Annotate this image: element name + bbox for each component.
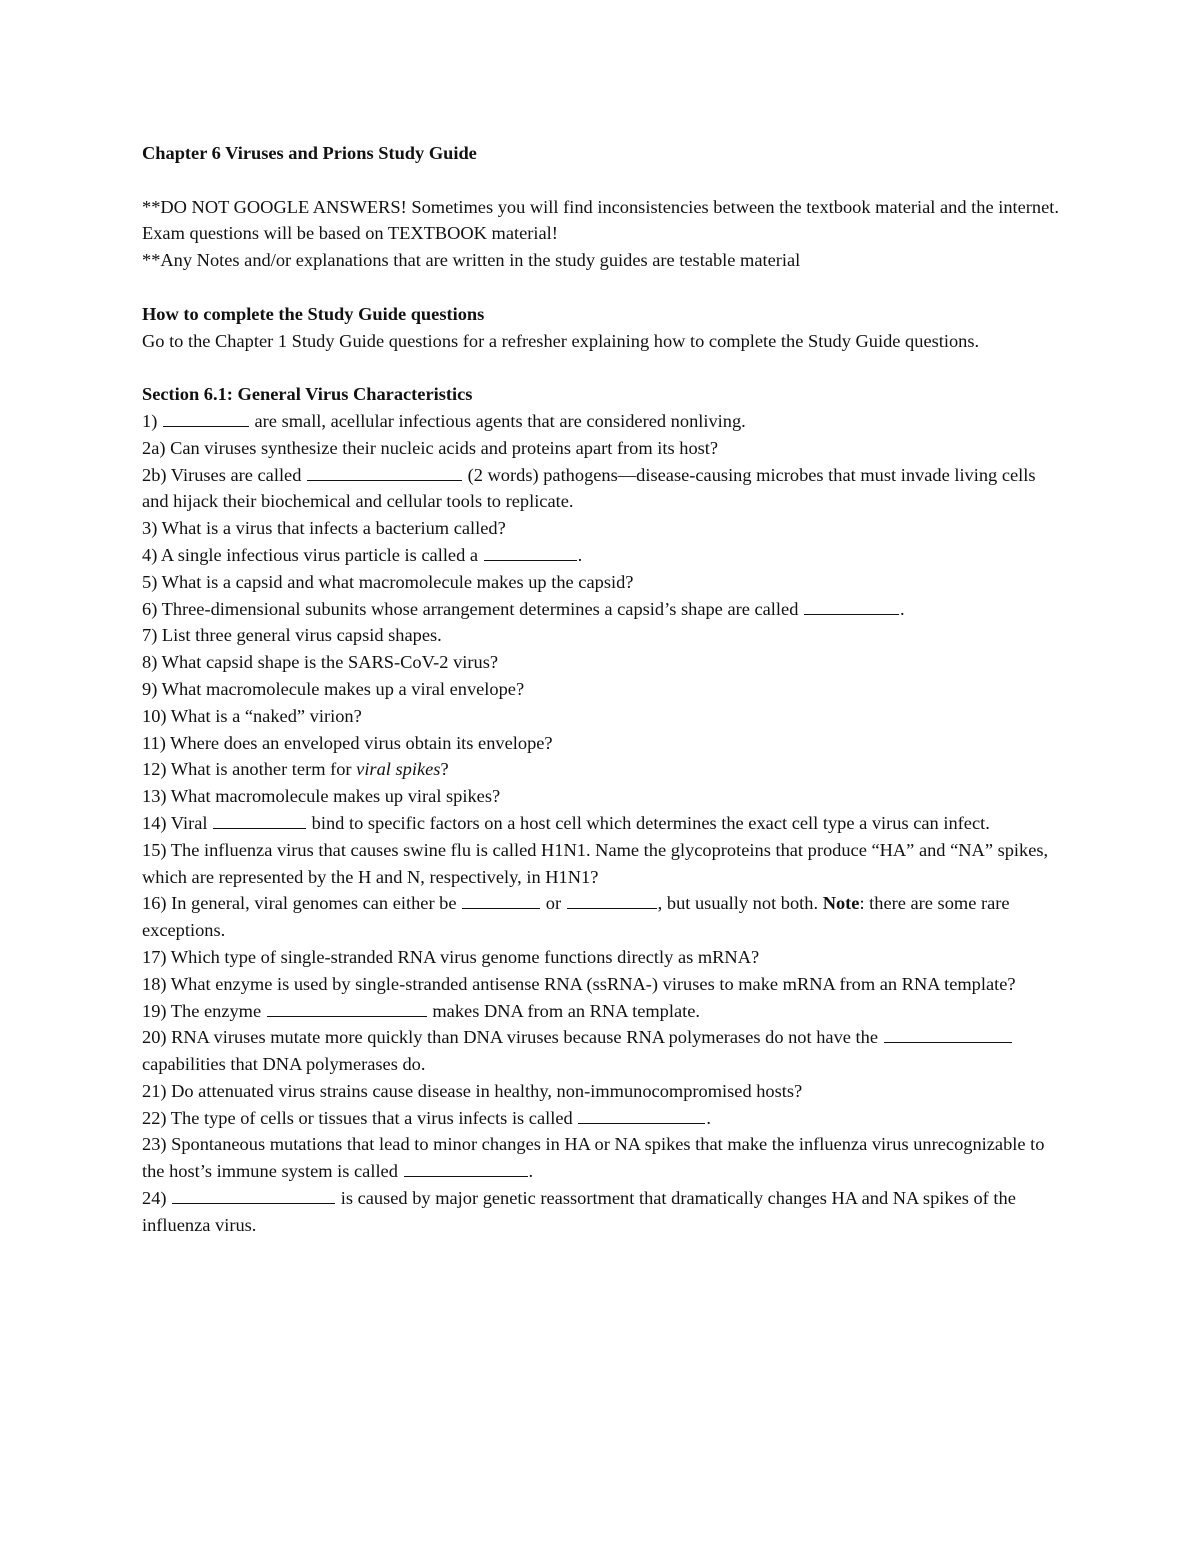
question-10: 10) What is a “naked” virion? bbox=[142, 705, 362, 726]
question-21: 21) Do attenuated virus strains cause disease in healthy, non-immunocompromised hosts? bbox=[142, 1080, 803, 1101]
question-7: 7) List three general virus capsid shapes. bbox=[142, 625, 442, 646]
italic-term: viral spikes bbox=[356, 759, 441, 780]
answer-blank[interactable] bbox=[578, 1106, 705, 1124]
question-8: 8) What capsid shape is the SARS-CoV-2 virus? bbox=[142, 652, 499, 673]
note-label: Note bbox=[822, 893, 860, 914]
question-11: 11) Where does an enveloped virus obtain its envelope? bbox=[142, 732, 553, 753]
section-heading: Section 6.1: General Virus Characteristics bbox=[142, 384, 473, 405]
answer-blank[interactable] bbox=[884, 1025, 1012, 1043]
question-16: 16) In general, viral genomes can either be or , but usually not both. Note: there are some rare exceptions. bbox=[142, 893, 1015, 941]
spacer bbox=[142, 354, 1062, 381]
answer-blank[interactable] bbox=[172, 1186, 335, 1204]
question-2b: 2b) Viruses are called (2 words) pathogens—disease-causing microbes that must invade living cells and hijack their biochemical and cellular tools to replicate. bbox=[142, 464, 1041, 512]
question-20: 20) RNA viruses mutate more quickly than DNA viruses because RNA polymerases do not have the capabilities that DNA polymerases do. bbox=[142, 1027, 1018, 1075]
question-6: 6) Three-dimensional subunits whose arrangement determines a capsid’s shape are called . bbox=[142, 598, 905, 619]
howto-body: Go to the Chapter 1 Study Guide questions for a refresher explaining how to complete the Study Guide questions. bbox=[142, 330, 980, 351]
howto-heading: How to complete the Study Guide questions bbox=[142, 303, 485, 324]
question-24: 24) is caused by major genetic reassortment that dramatically changes HA and NA spikes of the influenza virus. bbox=[142, 1188, 1021, 1235]
answer-blank[interactable] bbox=[567, 891, 657, 909]
answer-blank[interactable] bbox=[462, 891, 540, 909]
question-12: 12) What is another term for viral spikes? bbox=[142, 759, 449, 780]
testable-note: **Any Notes and/or explanations that are written in the study guides are testable material bbox=[142, 250, 801, 271]
question-1: 1) are small, acellular infectious agents that are considered nonliving. bbox=[142, 410, 746, 431]
question-15: 15) The influenza virus that causes swine flu is called H1N1. Name the glycoproteins that produce “HA” and “NA” spikes, which are represented by the H and N, respectively, in H1N1? bbox=[142, 839, 1053, 887]
answer-blank[interactable] bbox=[484, 543, 577, 561]
answer-blank[interactable] bbox=[307, 463, 462, 481]
question-19: 19) The enzyme makes DNA from an RNA template. bbox=[142, 1000, 700, 1021]
answer-blank[interactable] bbox=[804, 597, 899, 615]
answer-blank[interactable] bbox=[163, 409, 249, 427]
question-5: 5) What is a capsid and what macromolecule makes up the capsid? bbox=[142, 571, 634, 592]
question-17: 17) Which type of single-stranded RNA virus genome functions directly as mRNA? bbox=[142, 946, 760, 967]
spacer bbox=[142, 274, 1062, 301]
answer-blank[interactable] bbox=[213, 811, 306, 829]
warning-notice: **DO NOT GOOGLE ANSWERS! Sometimes you will find inconsistencies between the textbook material and the internet. Exam questions will be based on TEXTBOOK material! bbox=[142, 196, 1064, 244]
question-3: 3) What is a virus that infects a bacterium called? bbox=[142, 518, 506, 539]
question-13: 13) What macromolecule makes up viral spikes? bbox=[142, 786, 501, 807]
question-4: 4) A single infectious virus particle is called a . bbox=[142, 544, 583, 565]
answer-blank[interactable] bbox=[267, 999, 427, 1017]
page-title: Chapter 6 Viruses and Prions Study Guide bbox=[142, 143, 477, 163]
question-9: 9) What macromolecule makes up a viral envelope? bbox=[142, 678, 525, 699]
question-22: 22) The type of cells or tissues that a virus infects is called . bbox=[142, 1107, 711, 1128]
question-14: 14) Viral bind to specific factors on a host cell which determines the exact cell type a virus can infect. bbox=[142, 812, 990, 833]
study-guide-page bbox=[142, 140, 1062, 1239]
question-18: 18) What enzyme is used by single-stranded antisense RNA (ssRNA-) viruses to make mRNA from an RNA template? bbox=[142, 973, 1016, 994]
question-2a: 2a) Can viruses synthesize their nucleic acids and proteins apart from its host? bbox=[142, 437, 719, 458]
answer-blank[interactable] bbox=[404, 1159, 528, 1177]
spacer bbox=[142, 167, 1062, 194]
question-23: 23) Spontaneous mutations that lead to minor changes in HA or NA spikes that make the influenza virus unrecognizable to the host’s immune system is called . bbox=[142, 1134, 1050, 1182]
